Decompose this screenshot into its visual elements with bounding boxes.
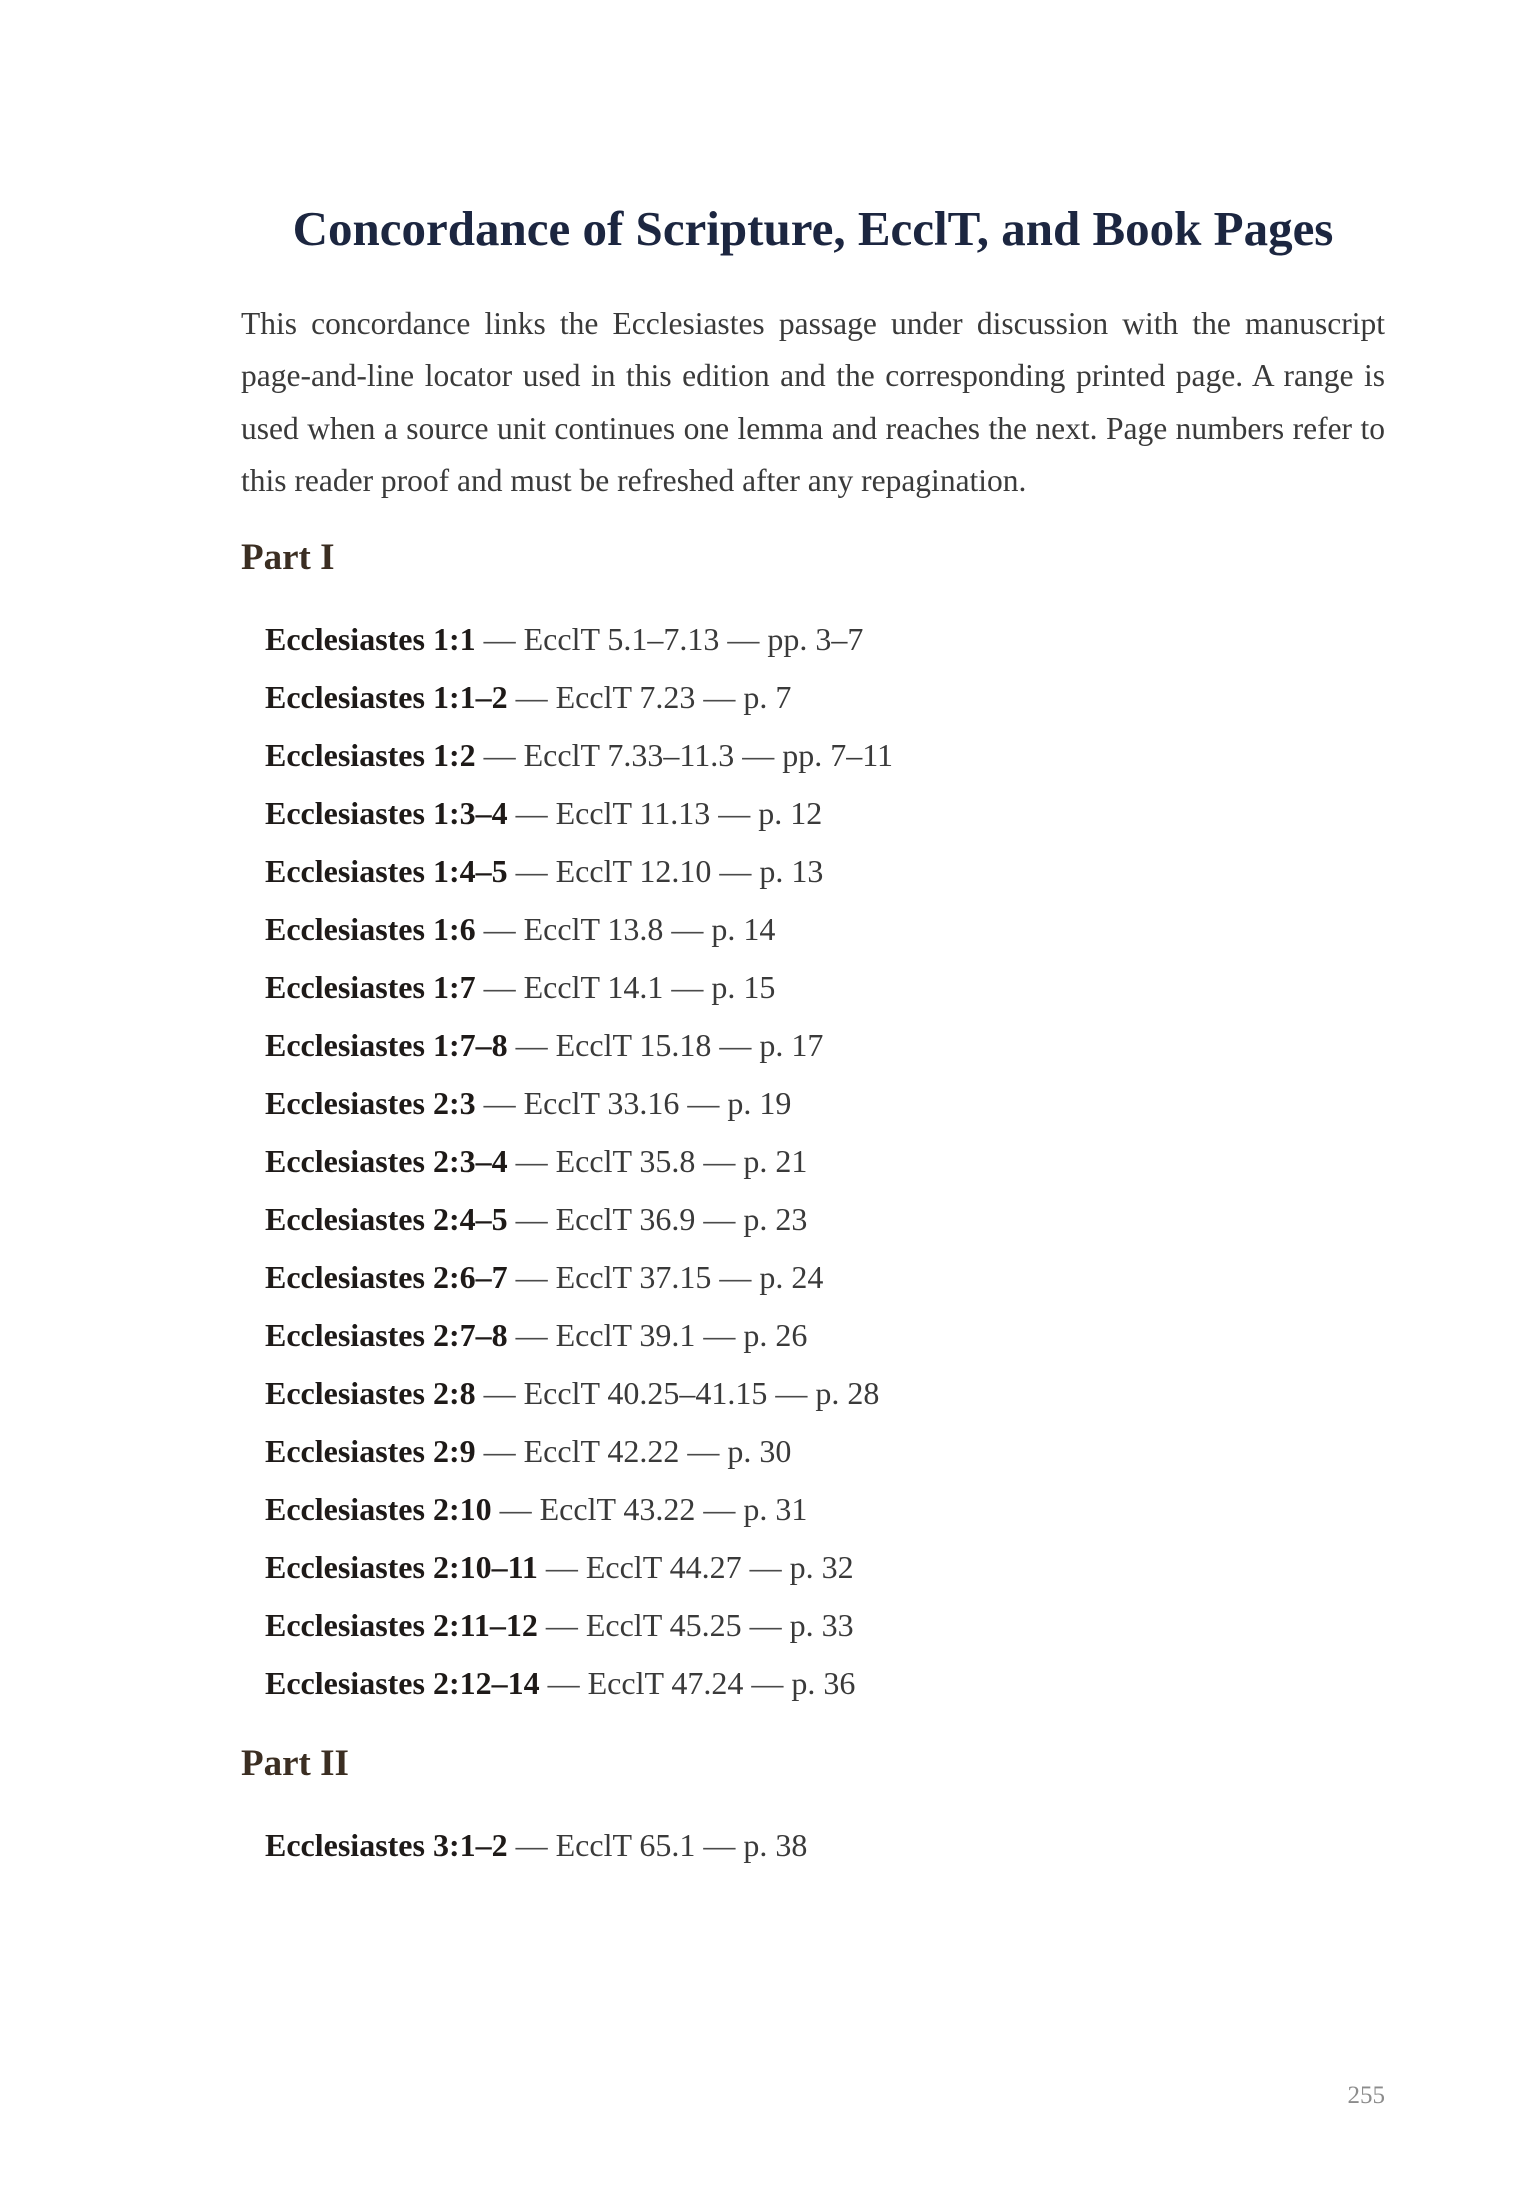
separator: — — [475, 1374, 524, 1411]
separator: — — [507, 1026, 556, 1063]
scripture-reference: Ecclesiastes 1:2 — [265, 736, 476, 773]
separator: — — [507, 794, 556, 831]
scripture-reference: Ecclesiastes 2:9 — [265, 1432, 476, 1469]
scripture-reference: Ecclesiastes 1:3–4 — [265, 794, 508, 831]
separator: — — [711, 1026, 760, 1063]
scripture-reference: Ecclesiastes 2:10–11 — [265, 1548, 538, 1585]
scripture-reference: Ecclesiastes 1:1 — [265, 620, 476, 657]
concordance-entry — [265, 1480, 1385, 1538]
scripture-reference: Ecclesiastes 2:10 — [265, 1490, 492, 1527]
separator: — — [695, 678, 744, 715]
scripture-reference: Ecclesiastes 2:7–8 — [265, 1316, 508, 1353]
scripture-reference: Ecclesiastes 1:4–5 — [265, 852, 508, 889]
concordance-entry — [265, 900, 1385, 958]
separator: — — [767, 1374, 816, 1411]
book-page: p. 33 — [789, 1606, 854, 1643]
manuscript-locator: EcclT 14.1 — [523, 968, 664, 1005]
separator: — — [711, 1258, 760, 1295]
book-page: p. 12 — [758, 794, 823, 831]
scripture-reference: Ecclesiastes 1:7 — [265, 968, 476, 1005]
separator: — — [475, 968, 524, 1005]
book-page: p. 28 — [815, 1374, 880, 1411]
book-page: p. 14 — [711, 910, 776, 947]
concordance-entry — [265, 1596, 1385, 1654]
separator: — — [663, 968, 712, 1005]
manuscript-locator: EcclT 40.25–41.15 — [523, 1374, 768, 1411]
separator: — — [719, 620, 768, 657]
scripture-reference: Ecclesiastes 3:1–2 — [265, 1826, 508, 1863]
separator: — — [507, 852, 556, 889]
scripture-reference: Ecclesiastes 1:6 — [265, 910, 476, 947]
manuscript-locator: EcclT 12.10 — [555, 852, 712, 889]
manuscript-locator: EcclT 37.15 — [555, 1258, 712, 1295]
concordance-entry — [265, 1816, 1385, 1874]
separator: — — [695, 1316, 744, 1353]
entry-list — [265, 610, 1385, 1712]
manuscript-locator: EcclT 43.22 — [539, 1490, 696, 1527]
concordance-entry — [265, 842, 1385, 900]
book-page: p. 26 — [743, 1316, 808, 1353]
separator: — — [507, 1200, 556, 1237]
manuscript-locator: EcclT 44.27 — [585, 1548, 742, 1585]
separator: — — [537, 1606, 586, 1643]
book-page: p. 13 — [759, 852, 824, 889]
separator: — — [507, 678, 556, 715]
manuscript-locator: EcclT 7.23 — [555, 678, 696, 715]
concordance-entry — [265, 958, 1385, 1016]
concordance-entry — [265, 1074, 1385, 1132]
scripture-reference: Ecclesiastes 1:1–2 — [265, 678, 508, 715]
book-page: p. 19 — [727, 1084, 792, 1121]
manuscript-locator: EcclT 11.13 — [555, 794, 711, 831]
concordance-entry — [265, 610, 1385, 668]
concordance-entry — [265, 668, 1385, 726]
separator: — — [537, 1548, 586, 1585]
book-page: p. 21 — [743, 1142, 808, 1179]
concordance-entry — [265, 1306, 1385, 1364]
separator: — — [695, 1826, 744, 1863]
scripture-reference: Ecclesiastes 2:6–7 — [265, 1258, 508, 1295]
concordance-entry — [265, 1538, 1385, 1596]
intro-paragraph: This concordance links the Ecclesiastes passage under discussion with the manuscript page-and-line locator used in this edition and the corresponding printed page. A range is used when a source unit continues one lemma and reaches the next. Page numbers refer to this reader proof and must be refreshed after any repagination. — [241, 306, 1385, 499]
scripture-reference: Ecclesiastes 2:11–12 — [265, 1606, 538, 1643]
section-heading: Part I — [241, 536, 335, 578]
book-page: p. 15 — [711, 968, 776, 1005]
scripture-reference: Ecclesiastes 2:4–5 — [265, 1200, 508, 1237]
manuscript-locator: EcclT 5.1–7.13 — [523, 620, 720, 657]
book-page: p. 7 — [743, 678, 792, 715]
separator: — — [679, 1432, 728, 1469]
separator: — — [741, 1548, 790, 1585]
separator: — — [743, 1664, 792, 1701]
concordance-entry — [265, 1016, 1385, 1074]
concordance-entry — [265, 1248, 1385, 1306]
manuscript-locator: EcclT 65.1 — [555, 1826, 696, 1863]
separator: — — [507, 1258, 556, 1295]
scripture-reference: Ecclesiastes 2:12–14 — [265, 1664, 540, 1701]
manuscript-locator: EcclT 42.22 — [523, 1432, 680, 1469]
concordance-entry — [265, 1422, 1385, 1480]
separator: — — [741, 1606, 790, 1643]
separator: — — [710, 794, 759, 831]
page-number: 255 — [1347, 2082, 1385, 2109]
concordance-entry — [265, 726, 1385, 784]
entry-list — [265, 1816, 1385, 1874]
separator: — — [695, 1490, 744, 1527]
manuscript-locator: EcclT 39.1 — [555, 1316, 696, 1353]
book-page: p. 30 — [727, 1432, 792, 1469]
book-page: pp. 7–11 — [782, 736, 894, 773]
concordance-entry — [265, 1190, 1385, 1248]
page-title: Concordance of Scripture, EcclT, and Book Pages — [292, 201, 1334, 256]
book-page: p. 36 — [791, 1664, 856, 1701]
scripture-reference: Ecclesiastes 2:3–4 — [265, 1142, 508, 1179]
book-page: p. 24 — [759, 1258, 824, 1295]
scripture-reference: Ecclesiastes 2:8 — [265, 1374, 476, 1411]
manuscript-locator: EcclT 15.18 — [555, 1026, 712, 1063]
separator: — — [695, 1142, 744, 1179]
separator: — — [507, 1826, 556, 1863]
manuscript-locator: EcclT 7.33–11.3 — [523, 736, 735, 773]
separator: — — [539, 1664, 588, 1701]
separator: — — [475, 736, 524, 773]
manuscript-locator: EcclT 45.25 — [585, 1606, 742, 1643]
manuscript-locator: EcclT 13.8 — [523, 910, 664, 947]
separator: — — [491, 1490, 540, 1527]
book-page: p. 32 — [789, 1548, 854, 1585]
separator: — — [663, 910, 712, 947]
separator: — — [695, 1200, 744, 1237]
concordance-sections — [241, 536, 1385, 1874]
separator: — — [711, 852, 760, 889]
separator: — — [507, 1316, 556, 1353]
separator: — — [679, 1084, 728, 1121]
separator: — — [475, 1084, 524, 1121]
book-page: p. 31 — [743, 1490, 808, 1527]
manuscript-locator: EcclT 36.9 — [555, 1200, 696, 1237]
manuscript-locator: EcclT 47.24 — [587, 1664, 744, 1701]
separator: — — [475, 910, 524, 947]
document-page — [241, 200, 1385, 1904]
separator: — — [734, 736, 783, 773]
concordance-entry — [265, 1364, 1385, 1422]
manuscript-locator: EcclT 35.8 — [555, 1142, 696, 1179]
scripture-reference: Ecclesiastes 1:7–8 — [265, 1026, 508, 1063]
book-page: p. 23 — [743, 1200, 808, 1237]
concordance-entry — [265, 1132, 1385, 1190]
separator: — — [475, 620, 524, 657]
book-page: p. 38 — [743, 1826, 808, 1863]
separator: — — [507, 1142, 556, 1179]
manuscript-locator: EcclT 33.16 — [523, 1084, 680, 1121]
book-page: p. 17 — [759, 1026, 824, 1063]
book-page: pp. 3–7 — [767, 620, 864, 657]
separator: — — [475, 1432, 524, 1469]
concordance-entry — [265, 784, 1385, 842]
section-heading: Part II — [241, 1742, 349, 1784]
concordance-entry — [265, 1654, 1385, 1712]
scripture-reference: Ecclesiastes 2:3 — [265, 1084, 476, 1121]
